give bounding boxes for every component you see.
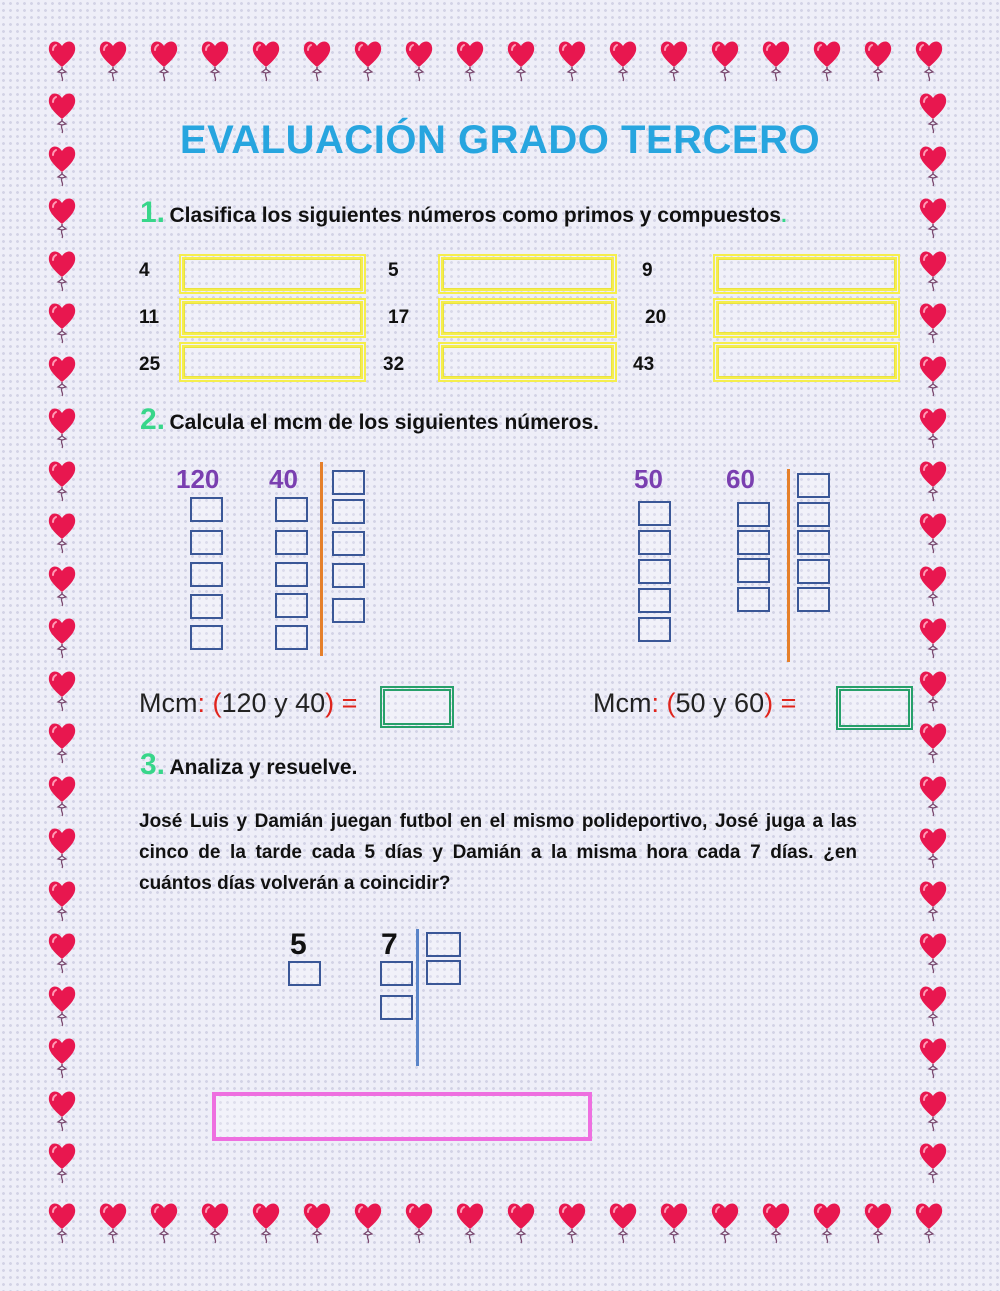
mcm-numbers: 120 y 40 (221, 688, 326, 718)
factor-number: 7 (381, 928, 398, 961)
heart-balloon-icon (710, 1200, 740, 1244)
mcm-numbers: 50 y 60 (675, 688, 765, 718)
factor-box[interactable] (638, 530, 671, 555)
factor-box[interactable] (797, 473, 830, 498)
heart-balloon-icon (47, 825, 77, 869)
heart-balloon-icon (918, 405, 948, 449)
heart-balloon-icon (918, 720, 948, 764)
factor-box[interactable] (275, 530, 308, 555)
heart-balloon-icon (506, 1200, 536, 1244)
answer-box[interactable] (438, 254, 617, 294)
factor-box[interactable] (737, 502, 770, 527)
heart-balloon-icon (918, 668, 948, 712)
heart-balloon-icon (47, 720, 77, 764)
heart-balloon-icon (863, 38, 893, 82)
mcm-colon: : (651, 688, 659, 718)
mcm-answer-box[interactable] (380, 686, 454, 728)
answer-box[interactable] (438, 342, 617, 382)
heart-balloon-icon (47, 458, 77, 502)
heart-balloon-icon (659, 38, 689, 82)
mcm-expression-left (139, 688, 357, 719)
heart-balloon-icon (47, 300, 77, 344)
heart-balloon-icon (918, 510, 948, 554)
number-label: 17 (388, 307, 410, 328)
factor-box[interactable] (275, 593, 308, 618)
factor-box[interactable] (332, 470, 365, 495)
factor-box[interactable] (737, 530, 770, 555)
answer-box[interactable] (713, 298, 900, 338)
factor-number: 120 (176, 464, 220, 494)
heart-balloon-icon (47, 1035, 77, 1079)
page-title: EVALUACIÓN GRADO TERCERO (179, 118, 821, 162)
factor-number: 5 (290, 928, 307, 961)
factor-box[interactable] (190, 625, 223, 650)
question-number: 1. (140, 196, 166, 229)
number-label: 20 (645, 307, 667, 328)
factor-box[interactable] (638, 501, 671, 526)
heart-balloon-icon (863, 1200, 893, 1244)
answer-box[interactable] (179, 254, 366, 294)
mcm-equals: = (773, 688, 797, 718)
factor-box[interactable] (275, 497, 308, 522)
heart-balloon-icon (47, 930, 77, 974)
heart-balloon-icon (918, 1035, 948, 1079)
factor-box[interactable] (275, 562, 308, 587)
division-line (416, 929, 419, 1066)
factor-box[interactable] (638, 588, 671, 613)
number-label: 43 (633, 354, 655, 375)
factor-box[interactable] (797, 502, 830, 527)
factor-box[interactable] (288, 961, 321, 986)
heart-balloon-icon (918, 300, 948, 344)
heart-balloon-icon (455, 38, 485, 82)
heart-balloon-icon (47, 353, 77, 397)
heart-balloon-icon (918, 773, 948, 817)
heart-balloon-icon (761, 1200, 791, 1244)
mcm-label: Mcm (139, 688, 198, 718)
question-2 (140, 403, 599, 437)
heart-balloon-icon (918, 983, 948, 1027)
factor-number: 40 (269, 464, 298, 494)
heart-balloon-icon (914, 1200, 944, 1244)
number-label: 9 (642, 260, 653, 281)
factor-box[interactable] (380, 995, 413, 1020)
heart-balloon-icon (918, 1088, 948, 1132)
factor-box[interactable] (426, 932, 461, 957)
factor-number: 50 (634, 464, 663, 494)
factor-box[interactable] (797, 559, 830, 584)
question-number: 3. (140, 748, 166, 781)
mcm-label: Mcm (593, 688, 652, 718)
question-instruction-end: . (781, 204, 787, 227)
final-answer-box[interactable] (212, 1092, 592, 1141)
factor-box[interactable] (737, 587, 770, 612)
question-1 (140, 196, 787, 230)
heart-balloon-icon (302, 1200, 332, 1244)
factor-box[interactable] (737, 558, 770, 583)
question-instruction: Clasifica los siguientes números como primos y compuestos (169, 204, 781, 227)
factor-box[interactable] (190, 594, 223, 619)
question-instruction: Analiza y resuelve. (169, 756, 358, 779)
number-label: 25 (139, 354, 161, 375)
number-label: 5 (388, 260, 399, 281)
mcm-colon: : (197, 688, 205, 718)
number-label: 11 (139, 307, 160, 328)
question-instruction: Calcula el mcm de los siguientes números. (169, 411, 599, 434)
heart-balloon-icon (404, 38, 434, 82)
factor-box[interactable] (638, 559, 671, 584)
heart-balloon-icon (47, 510, 77, 554)
heart-balloon-icon (761, 38, 791, 82)
factor-box[interactable] (190, 497, 223, 522)
heart-balloon-icon (710, 38, 740, 82)
heart-balloon-icon (47, 195, 77, 239)
heart-balloon-icon (47, 248, 77, 292)
division-line (320, 462, 323, 656)
factor-box[interactable] (332, 563, 365, 588)
answer-box[interactable] (713, 254, 900, 294)
factor-box[interactable] (797, 530, 830, 555)
heart-balloon-icon (455, 1200, 485, 1244)
heart-balloon-icon (47, 773, 77, 817)
heart-balloon-icon (918, 615, 948, 659)
number-label: 4 (139, 260, 150, 281)
question-number: 2. (140, 403, 166, 436)
heart-balloon-icon (812, 38, 842, 82)
mcm-close-paren: ) (764, 688, 774, 718)
heart-balloon-icon (98, 38, 128, 82)
mcm-answer-box[interactable] (836, 686, 913, 730)
heart-balloon-icon (353, 1200, 383, 1244)
mcm-equals: = (334, 688, 358, 718)
question-3 (140, 748, 357, 782)
problem-text: José Luis y Damián juegan futbol en el mismo polideportivo, José juga a las cinco de la tarde cada 5 días y Damián a la misma hora cada 7 días. ¿en cuántos días volverán a coincidir? (139, 811, 857, 894)
heart-balloon-icon (918, 825, 948, 869)
heart-balloon-icon (918, 248, 948, 292)
heart-balloon-icon (918, 930, 948, 974)
factor-box[interactable] (332, 598, 365, 623)
heart-balloon-icon (47, 1140, 77, 1184)
heart-balloon-icon (812, 1200, 842, 1244)
heart-balloon-icon (47, 668, 77, 712)
heart-balloon-icon (302, 38, 332, 82)
heart-balloon-icon (557, 38, 587, 82)
heart-balloon-icon (914, 38, 944, 82)
factor-box[interactable] (190, 530, 223, 555)
mcm-close-paren: ) (325, 688, 335, 718)
heart-balloon-icon (918, 458, 948, 502)
heart-balloon-icon (47, 983, 77, 1027)
heart-balloon-icon (659, 1200, 689, 1244)
factor-box[interactable] (332, 531, 365, 556)
heart-balloon-icon (47, 878, 77, 922)
heart-balloon-icon (47, 563, 77, 607)
heart-balloon-icon (200, 1200, 230, 1244)
division-line (787, 469, 790, 662)
factor-box[interactable] (426, 960, 461, 985)
heart-balloon-icon (918, 1140, 948, 1184)
heart-balloon-icon (98, 1200, 128, 1244)
heart-balloon-icon (47, 1200, 77, 1244)
factor-box[interactable] (638, 617, 671, 642)
heart-balloon-icon (251, 1200, 281, 1244)
heart-balloon-icon (404, 1200, 434, 1244)
heart-balloon-icon (47, 615, 77, 659)
answer-box[interactable] (179, 298, 366, 338)
heart-balloon-icon (200, 38, 230, 82)
answer-box[interactable] (713, 342, 900, 382)
mcm-expression-right (593, 688, 796, 719)
heart-balloon-icon (506, 38, 536, 82)
heart-balloon-icon (918, 195, 948, 239)
factor-box[interactable] (275, 625, 308, 650)
mcm-open-paren: ( (212, 688, 222, 718)
heart-balloon-icon (918, 353, 948, 397)
heart-balloon-icon (608, 1200, 638, 1244)
factor-box[interactable] (190, 562, 223, 587)
number-label: 32 (383, 354, 405, 375)
heart-balloon-icon (149, 38, 179, 82)
answer-box[interactable] (438, 298, 617, 338)
heart-balloon-icon (149, 1200, 179, 1244)
heart-balloon-icon (557, 1200, 587, 1244)
heart-balloon-icon (918, 563, 948, 607)
heart-balloon-icon (47, 405, 77, 449)
factor-box[interactable] (380, 961, 413, 986)
heart-balloon-icon (608, 38, 638, 82)
mcm-open-paren: ( (666, 688, 676, 718)
factor-number: 60 (726, 464, 755, 494)
heart-balloon-icon (353, 38, 383, 82)
answer-box[interactable] (179, 342, 366, 382)
heart-balloon-icon (47, 1088, 77, 1132)
factor-box[interactable] (332, 499, 365, 524)
heart-balloon-icon (47, 38, 77, 82)
factor-box[interactable] (797, 587, 830, 612)
heart-balloon-icon (918, 878, 948, 922)
heart-balloon-icon (251, 38, 281, 82)
